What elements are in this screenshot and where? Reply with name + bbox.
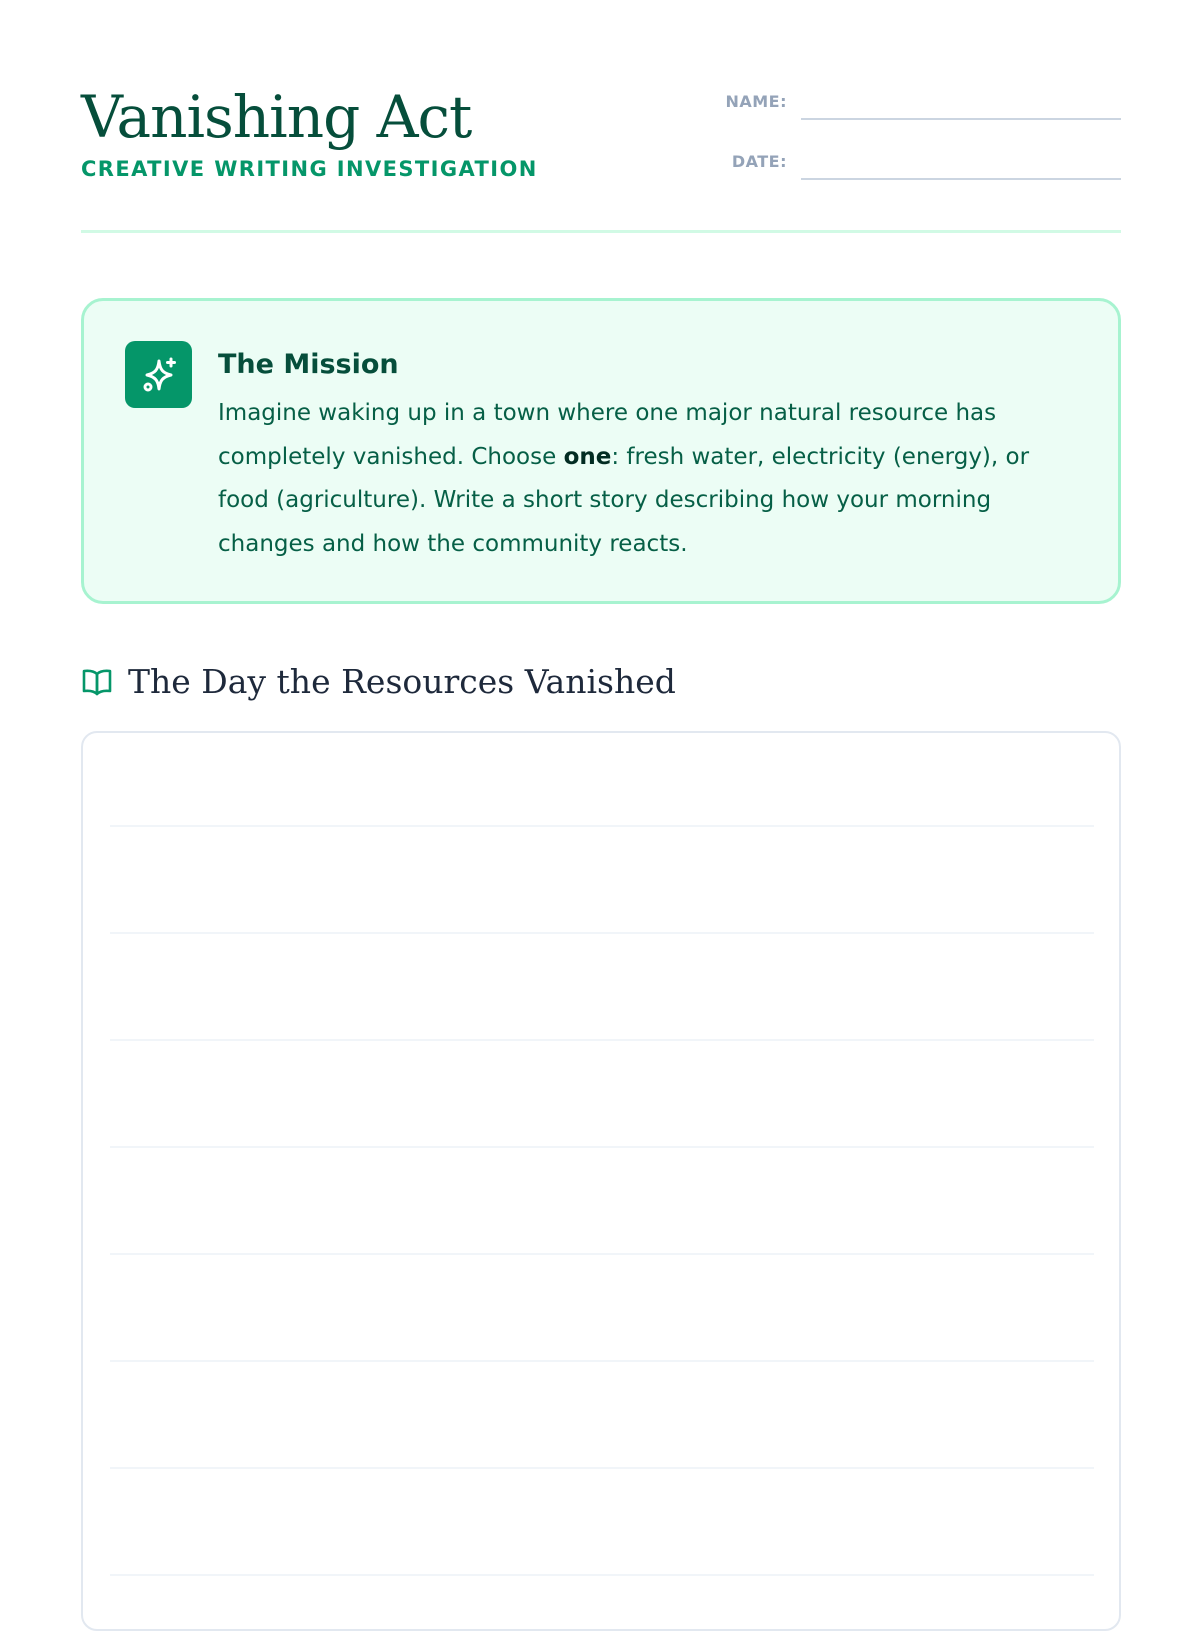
- date-row: [701, 140, 1121, 180]
- writing-line: [110, 1360, 1094, 1362]
- writing-line: [110, 1039, 1094, 1041]
- mission-text-emphasis: one: [563, 443, 612, 470]
- date-label: DATE:: [731, 152, 787, 171]
- writing-line: [110, 932, 1094, 934]
- writing-line: [110, 1146, 1094, 1148]
- mission-box: [81, 298, 1121, 604]
- mission-text: [218, 392, 1078, 566]
- worksheet-page: [81, 0, 1121, 1600]
- worksheet-header: [81, 0, 1121, 233]
- page-title: Vanishing Act: [81, 83, 472, 151]
- mission-heading: The Mission: [218, 349, 399, 380]
- story-writing-area[interactable]: [81, 731, 1121, 1631]
- date-field[interactable]: [801, 178, 1121, 180]
- writing-line: [110, 1467, 1094, 1469]
- open-book-icon: [81, 666, 113, 698]
- sparkles-icon: [125, 341, 192, 408]
- writing-line: [110, 1574, 1094, 1576]
- name-row: [701, 80, 1121, 120]
- writing-line: [110, 1253, 1094, 1255]
- mission-text-part-1: Imagine waking up in a town where one major natural resource has completely vanished. Choose: [218, 400, 997, 470]
- writing-line: [110, 825, 1094, 827]
- story-title: The Day the Resources Vanished: [128, 662, 676, 701]
- name-field[interactable]: [801, 118, 1121, 120]
- name-label: NAME:: [725, 92, 787, 111]
- page-subtitle: CREATIVE WRITING INVESTIGATION: [81, 157, 538, 181]
- story-section-header: [81, 660, 1121, 704]
- mission-text-part-2: : fresh water, electricity (energy), or food (agriculture). Write a short story describing how your morning changes and how the community reacts.: [218, 443, 1030, 557]
